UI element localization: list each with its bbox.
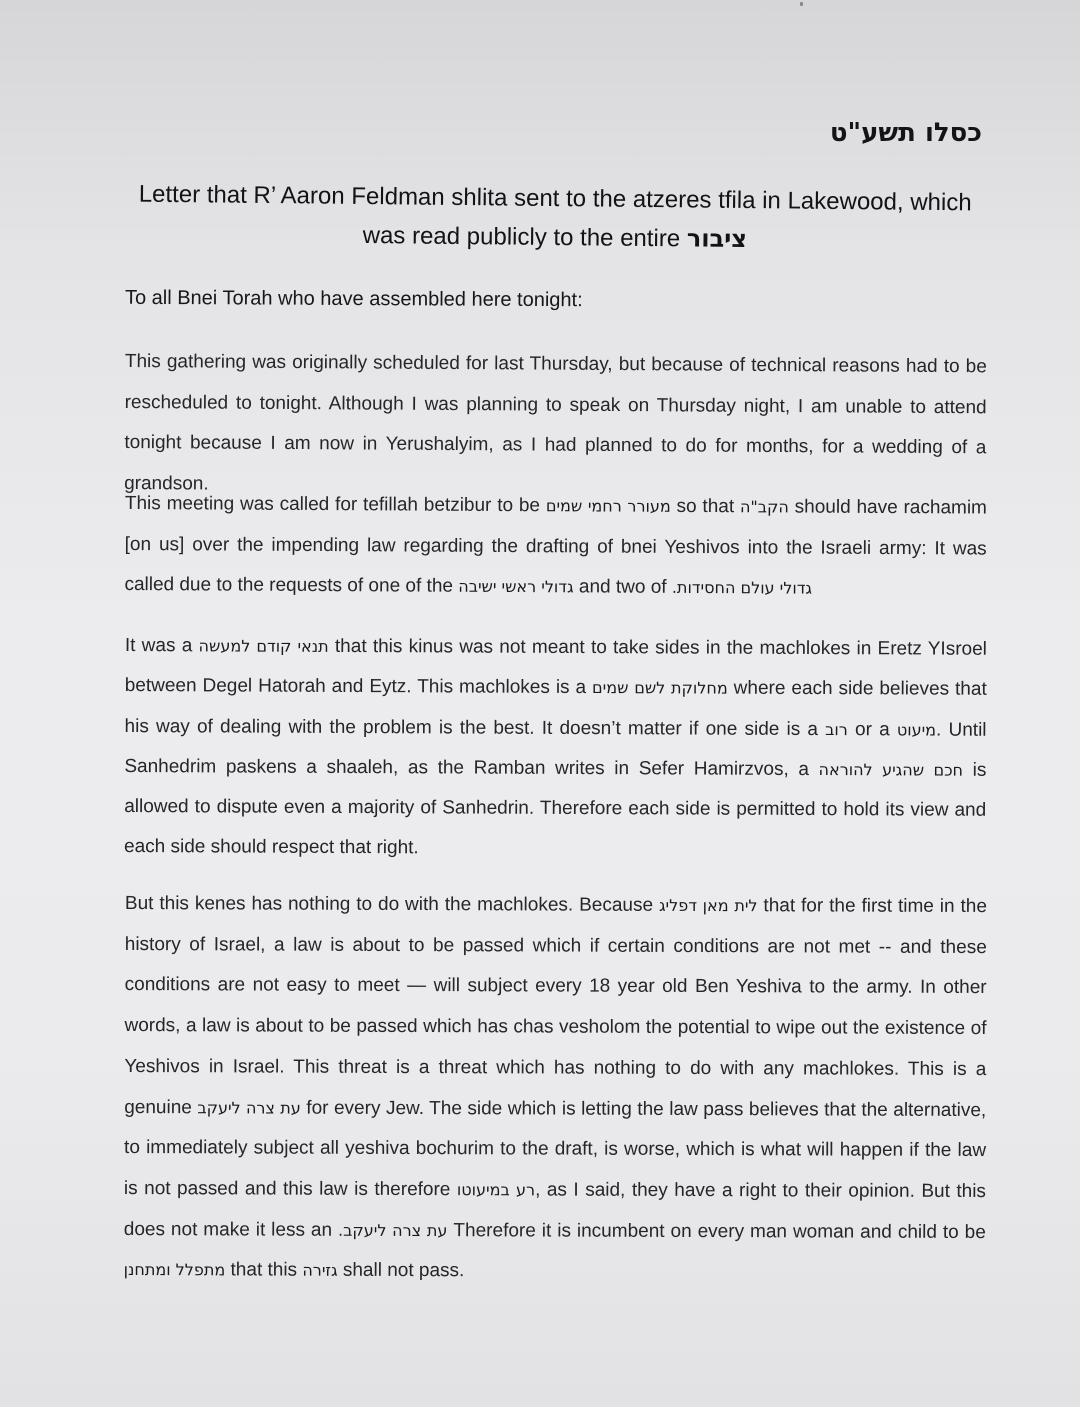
title-text: Letter that R’ Aaron Feldman shlita sent to the atzeres tfila in Lakewood, which was read publicly to the entire	[138, 180, 972, 253]
p4-hebrew-5: מתפלל ומתחנן	[123, 1260, 226, 1280]
p2-hebrew-2: הקב"ה	[739, 497, 789, 517]
p4-hebrew-1: לית מאן דפליג	[658, 895, 758, 916]
p2-segment-4: and two of	[578, 576, 667, 598]
p2-hebrew-4: גדולי עולם החסידות.	[671, 577, 813, 598]
letter-title	[120, 175, 991, 261]
p3-hebrew-5: חכם שהגיע להוראה	[818, 759, 964, 780]
p2-hebrew-3: גדולי ראשי ישיבה	[458, 576, 574, 597]
paragraph-2	[124, 484, 987, 610]
p3-segment-2: that this kinus was not meant to take sides in the machlokes in Eretz YIsroel between Degel Hatorah and Eytz. This machlokes is a	[124, 635, 987, 699]
p4-hebrew-6: גזירה	[302, 1260, 338, 1281]
p3-hebrew-4: מיעוט	[896, 719, 937, 740]
p3-segment-5: . Until Sanhedrim paskens a shaaleh, as the Ramban writes in Sefer Hamirzvos, a	[124, 719, 987, 780]
p3-hebrew-3: רוב	[825, 719, 848, 739]
paragraph-4	[124, 884, 987, 1294]
p2-segment-2: so that	[676, 495, 735, 518]
paragraph-1-text: This gathering was originally scheduled for last Thursday, but because of technical reasons had to be rescheduled to tonight. Although I was planning to speak on Thursday night, I am unable to attend tonight because I am now in Yerushalyim, as I had planned to do for months, for a wedding of a grandson.	[124, 350, 987, 495]
p2-segment-1: This meeting was called for tefillah betzibur to be	[124, 492, 541, 517]
p4-segment-2: that for the first time in the history of Israel, a law is about to be passed which if certain conditions are not met -- and these conditions are not easy to meet — will subject every 18 year old Ben Yeshiva to the army. In other words, a law is about to be passed which has chas vesholom the potential to wipe out the existence of Yeshivos in Israel. This threat is a threat which has nothing to do with any machlokes. This is a genuine	[124, 895, 987, 1118]
paragraph-3	[124, 626, 987, 872]
p3-hebrew-1: תנאי קודם למעשה	[198, 636, 329, 656]
p3-segment-4: or a	[854, 718, 890, 740]
p4-segment-4: , as I said, they have a right to their opinion. But this does not make it less an	[123, 1179, 986, 1241]
salutation: To all Bnei Torah who have assembled here tonight:	[124, 286, 583, 312]
p2-hebrew-1: מעורר רחמי שמים	[545, 496, 671, 516]
hebrew-date: כסלו תשע"ט	[829, 118, 982, 148]
p2-segment-3: should have rachamim [on us] over the impending law regarding the drafting of bnei Yeshivos into the Israeli army: It was called due to the requests of one of the	[124, 496, 987, 597]
p4-segment-3: for every Jew. The side which is letting the law pass believes that the alternative, to immediately subject all yeshiva bochurim to the draft, is worse, which is what will happen if the law is not passed and this law is therefore	[123, 1097, 987, 1201]
p4-segment-7: shall not pass.	[342, 1260, 465, 1282]
p4-hebrew-4: עת צרה ליעקב.	[338, 1220, 448, 1240]
p3-segment-6: is allowed to dispute even a majority of Sanhedrin. Therefore each side is permitted to hold its view and each side should respect that right.	[123, 759, 987, 859]
p4-segment-1: But this kenes has nothing to do with the machlokes. Because	[124, 892, 654, 916]
p4-segment-6: that this	[230, 1259, 298, 1281]
title-hebrew-word: ציבור	[686, 224, 748, 254]
p4-hebrew-3: רע במיעוטו	[456, 1180, 536, 1200]
p3-hebrew-2: מחלוקת לשם שמים	[592, 678, 728, 698]
p4-segment-5: Therefore it is incumbent on every man woman and child to be	[453, 1219, 986, 1243]
paper-speck	[800, 2, 803, 6]
p4-hebrew-2: עת צרה ליעקב	[197, 1097, 301, 1118]
p3-segment-3: where each side believes that his way of dealing with the problem is the best. It doesn’t matter if one side is a	[124, 677, 987, 740]
p3-segment-1: It was a	[124, 634, 193, 657]
